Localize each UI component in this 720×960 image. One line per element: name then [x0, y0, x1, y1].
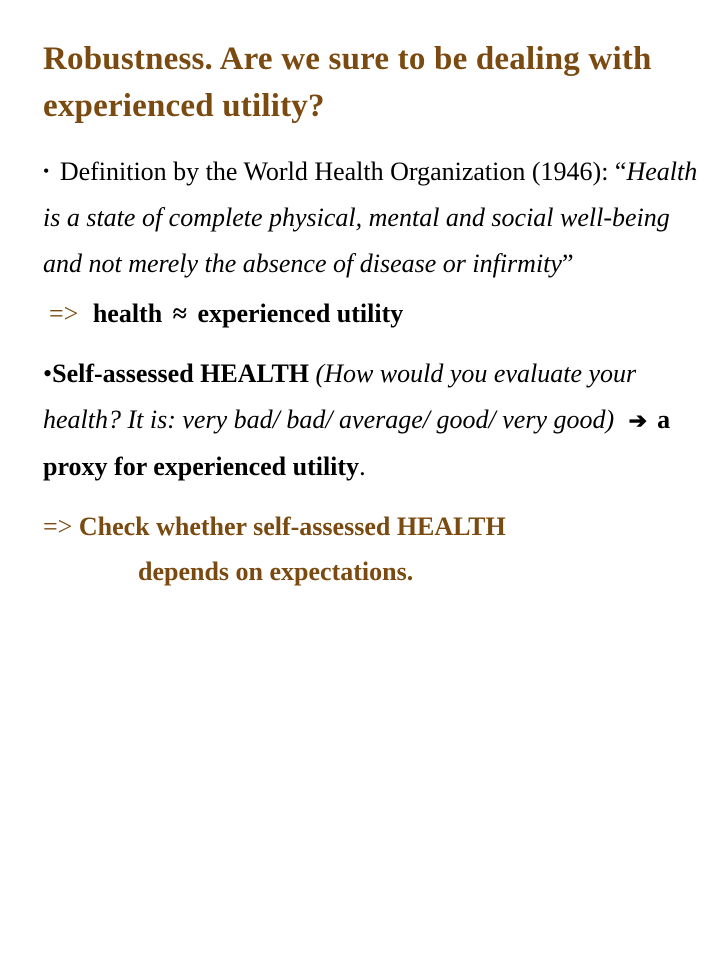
approx-symbol: ≈: [172, 299, 187, 328]
sah-period: .: [359, 452, 366, 481]
sah-proxy: a proxy for experienced utility: [43, 405, 671, 481]
who-definition-lead: Definition by the World Health Organization (1946): “: [59, 157, 627, 186]
check-expectations: [43, 504, 703, 594]
check-line-1: Check whether self-assessed HEALTH: [78, 512, 506, 541]
check-line-2: depends on expectations: [138, 557, 407, 586]
who-definition-close: ”: [561, 249, 574, 278]
sah-question: (How would you evaluate your health? It is: very bad/ bad/ average/ good/ very good): [43, 359, 637, 434]
self-assessed-health-paragraph: [43, 351, 703, 490]
conclusion-right: experienced utility: [197, 299, 404, 328]
who-definition-quote: Health is a state of complete physical, mental and social well-being and not merely the absence of disease or infirmity: [43, 157, 698, 278]
bullet-icon: •: [43, 359, 53, 388]
conclusion-left: health: [92, 299, 163, 328]
bullet-icon: •: [43, 161, 50, 181]
check-line-2-wrap: [43, 549, 703, 594]
slide-title: Robustness. Are we sure to be dealing with experienced utility?: [43, 41, 652, 124]
implies-arrow: =>: [49, 299, 79, 328]
right-arrow-icon: ➔: [628, 408, 648, 433]
sah-bold-lead: Self-assessed HEALTH: [52, 359, 310, 388]
who-definition-paragraph: [43, 148, 703, 287]
slide-content: [43, 36, 703, 594]
health-conclusion: [43, 291, 703, 337]
implies-arrow: =>: [43, 512, 73, 541]
check-period: .: [406, 557, 414, 586]
